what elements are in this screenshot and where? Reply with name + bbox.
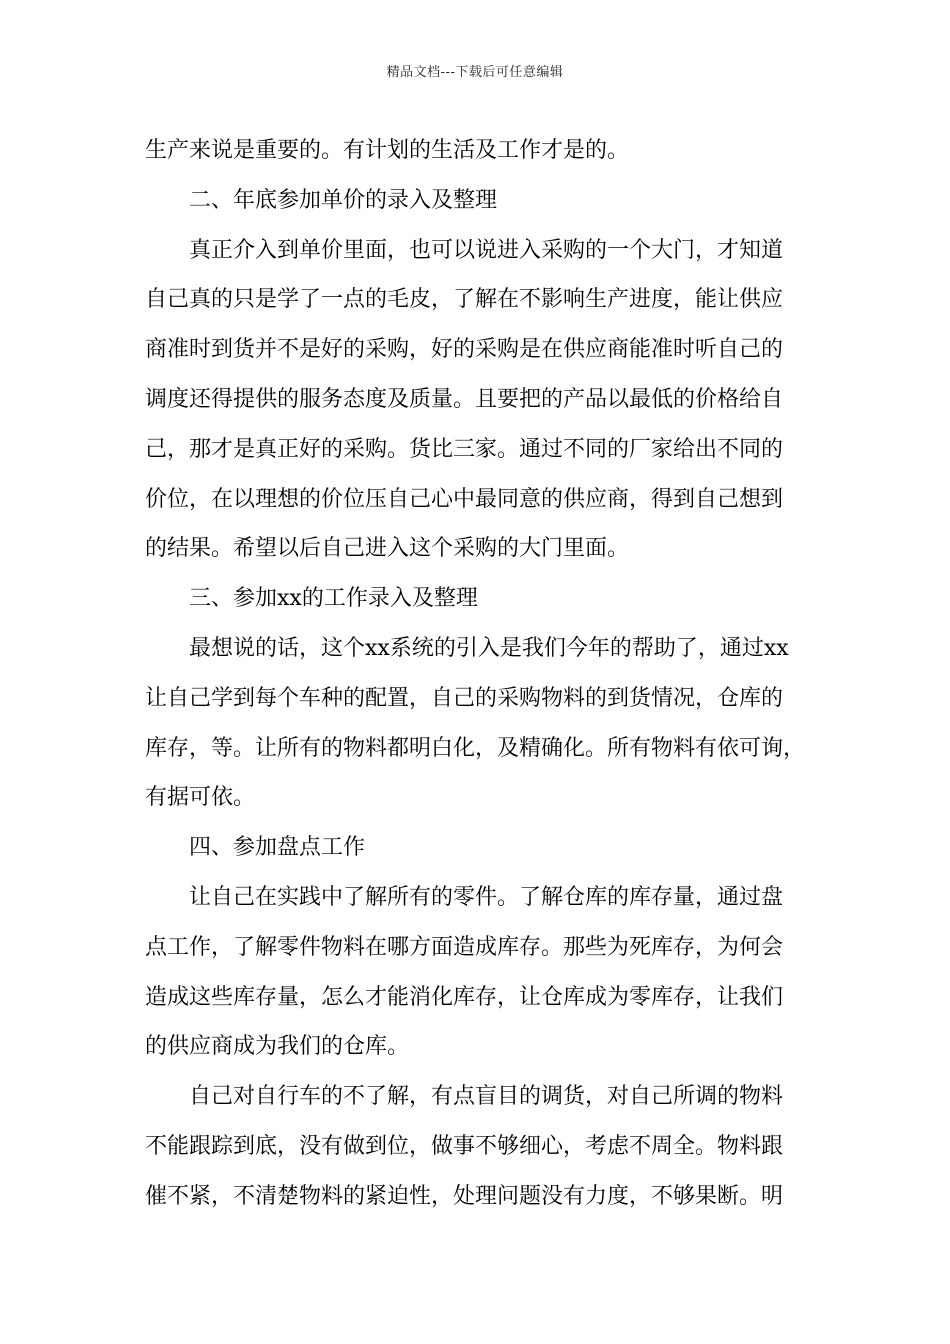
paragraph-first-line: 让自己在实践中了解所有的零件。了解仓库的库存量，通过盘 [189, 884, 784, 910]
text-line: 价位，在以理想的价位压自己心中最同意的供应商，得到自己想到 [145, 486, 784, 512]
text-line: 催不紧，不清楚物料的紧迫性，处理问题没有力度，不够果断。明 [145, 1183, 784, 1209]
text-line: 不能跟踪到底，没有做到位，做事不够细心，考虑不周全。物料跟 [145, 1133, 784, 1159]
text-line: 的结果。希望以后自己进入这个采购的大门里面。 [145, 536, 630, 562]
text-line: 的供应商成为我们的仓库。 [145, 1034, 410, 1060]
text-line: 生产来说是重要的。有计划的生活及工作才是的。 [145, 138, 630, 163]
paragraph-first-line: 二、年底参加单价的录入及整理 [189, 187, 498, 213]
text-line: 有据可依。 [145, 785, 256, 811]
text-line: 让自己学到每个车种的配置，自己的采购物料的到货情况，仓库的 [145, 685, 784, 711]
paragraph-first-line: 真正介入到单价里面，也可以说进入采购的一个大门，才知道 [189, 237, 784, 263]
text-line: 库存，等。让所有的物料都明白化，及精确化。所有物料有依可询， [145, 735, 806, 761]
paragraph-first-line: 四、参加盘点工作 [189, 835, 366, 861]
text-line: 调度还得提供的服务态度及质量。且要把的产品以最低的价格给自 [145, 386, 784, 412]
paragraph-first-line: 自己对自行车的不了解，有点盲目的调货，对自己所调的物料 [189, 1084, 784, 1110]
text-line: 己，那才是真正好的采购。货比三家。通过不同的厂家给出不同的 [145, 436, 784, 462]
text-line: 点工作，了解零件物料在哪方面造成库存。那些为死库存，为何会 [145, 934, 784, 960]
text-line: 商准时到货并不是好的采购，好的采购是在供应商能准时听自己的 [145, 337, 784, 363]
paragraph-first-line: 最想说的话，这个xx系统的引入是我们今年的帮助了，通过xx [189, 635, 789, 661]
text-line: 造成这些库存量，怎么才能消化库存，让仓库成为零库存，让我们 [145, 984, 784, 1010]
paragraph-first-line: 三、参加xx的工作录入及整理 [189, 586, 478, 612]
document-body [145, 126, 825, 1222]
text-line: 自己真的只是学了一点的毛皮，了解在不影响生产进度，能让供应 [145, 287, 784, 313]
page-header: 精品文档---下载后可任意编辑 [386, 65, 564, 80]
